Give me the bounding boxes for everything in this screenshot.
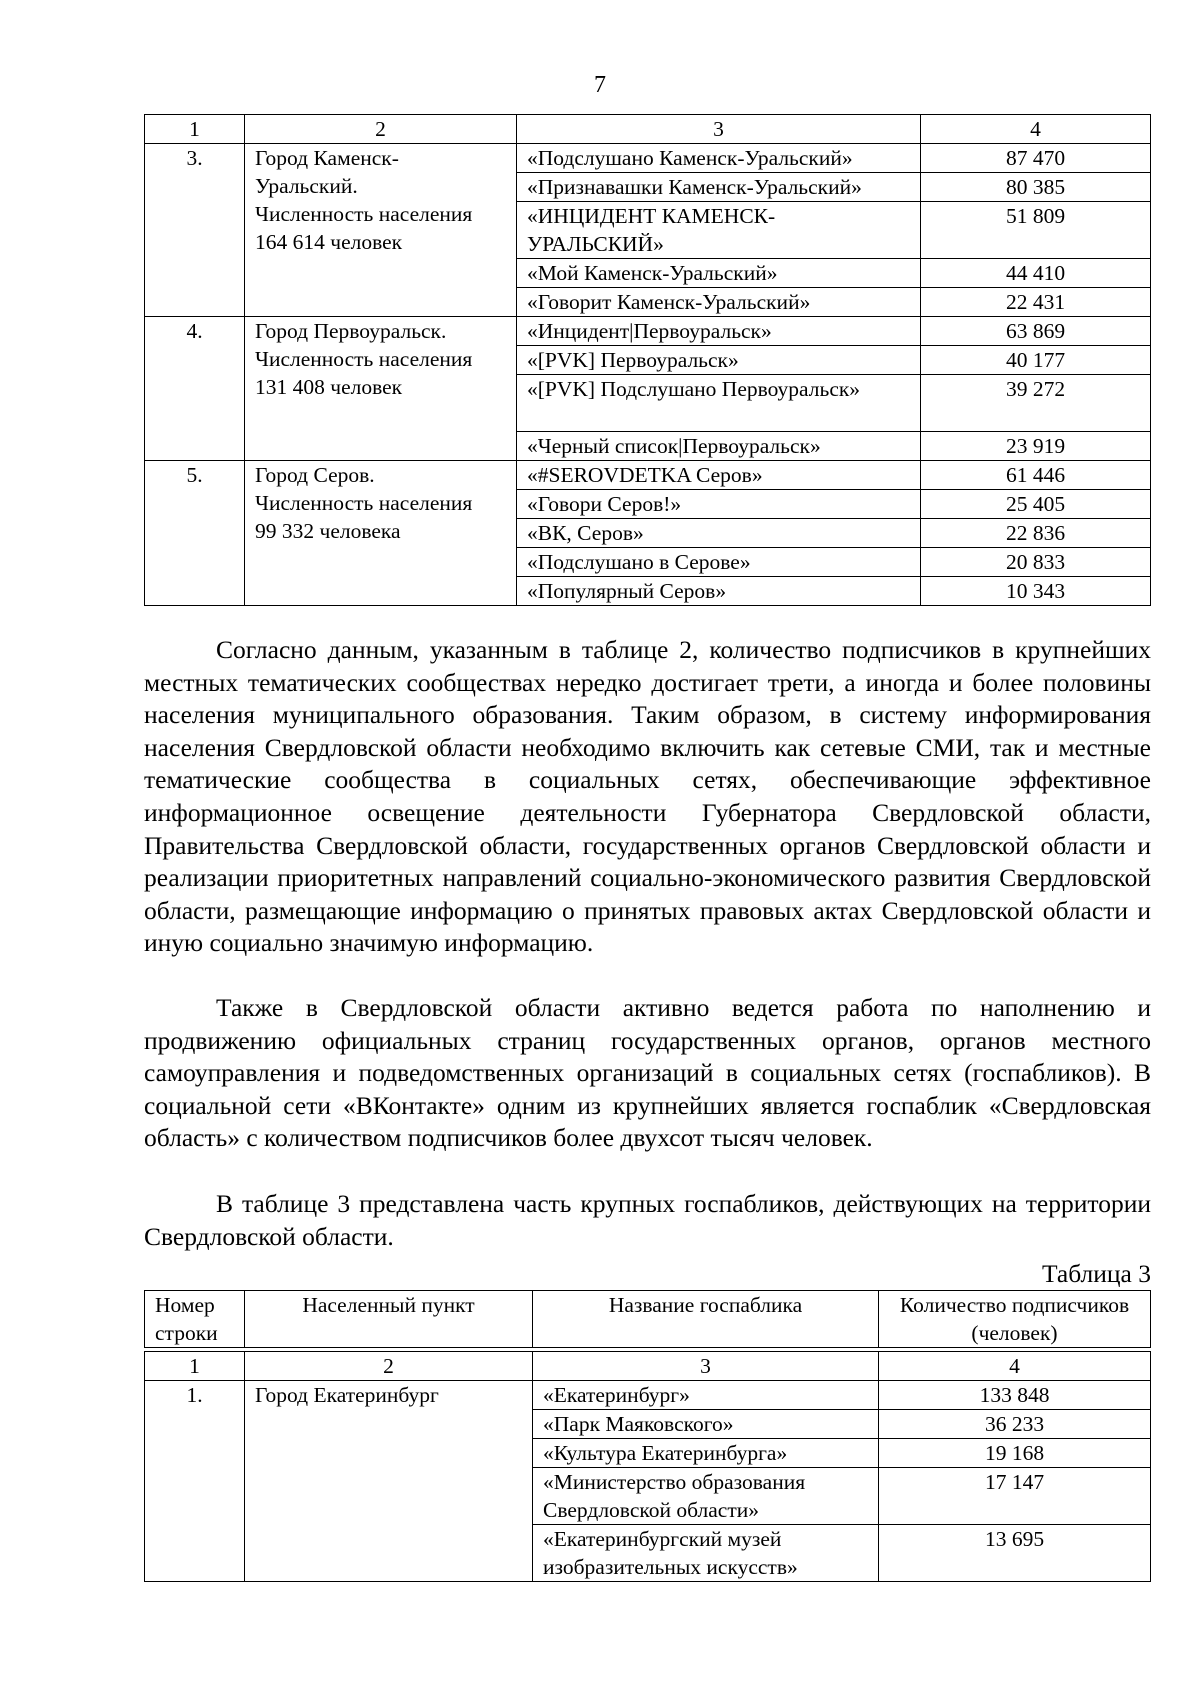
paragraph-text: Также в Свердловской области активно ведется работа по наполнению и продвижению официальных страниц государственных органов, органов местного самоуправления и подведомственных организаций в социальных сетях (госпабликов). В социальной сети «ВКонтакте» одним из крупнейших является госпаблик «Свердловская область» с количеством подписчиков более двухсот тысяч человек. (144, 993, 1151, 1153)
subscriber-count-cell: 63 869 (921, 317, 1151, 346)
subscriber-count-cell: 87 470 (921, 144, 1151, 173)
subscriber-count-cell: 22 431 (921, 288, 1151, 317)
table-row (145, 461, 1151, 490)
row-number-cell: 4. (145, 317, 245, 461)
table-row (145, 317, 1151, 346)
subscriber-count-cell: 133 848 (879, 1381, 1151, 1410)
body-paragraph (144, 1188, 1151, 1253)
subscriber-count-cell: 39 272 (921, 375, 1151, 432)
column-header: Номер строки (145, 1291, 245, 1348)
community-name-cell: «Мой Каменск-Уральский» (517, 259, 921, 288)
column-header: Название госпаблика (533, 1291, 879, 1348)
table-row (145, 1381, 1151, 1410)
gospublic-name-cell: «Министерство образования Свердловской области» (533, 1468, 879, 1525)
city-line: Численность населения (255, 202, 473, 226)
subscriber-count-cell: 23 919 (921, 432, 1151, 461)
community-name-cell: «Подслушано Каменск-Уральский» (517, 144, 921, 173)
subscriber-count-cell: 80 385 (921, 173, 1151, 202)
subscriber-count-cell: 20 833 (921, 548, 1151, 577)
community-name-cell: «ВК, Серов» (517, 519, 921, 548)
city-cell (245, 317, 517, 461)
city-line: Численность населения (255, 491, 473, 515)
gospublic-name-cell: «Екатеринбургский музей изобразительных искусств» (533, 1525, 879, 1582)
column-header: Населенный пункт (245, 1291, 533, 1348)
city-line: 164 614 человек (255, 230, 403, 254)
header-number-cell: 4 (879, 1352, 1151, 1381)
city-cell: Город Екатеринбург (245, 1381, 533, 1582)
subscriber-count-cell: 40 177 (921, 346, 1151, 375)
city-line: Численность населения (255, 347, 473, 371)
gospublic-name-cell: «Екатеринбург» (533, 1381, 879, 1410)
column-header: Количество подписчиков (человек) (879, 1291, 1151, 1348)
city-cell (245, 461, 517, 606)
subscriber-count-cell: 25 405 (921, 490, 1151, 519)
header-number-cell: 1 (145, 1352, 245, 1381)
table-3-header (144, 1290, 1151, 1348)
gospublic-name-cell: «Парк Маяковского» (533, 1410, 879, 1439)
community-name-cell: «[PVK] Подслушано Первоуральск» (517, 375, 921, 432)
community-name-cell: «Признавашки Каменск-Уральский» (517, 173, 921, 202)
subscriber-count-cell: 10 343 (921, 577, 1151, 606)
row-number-cell: 1. (145, 1381, 245, 1582)
row-number-cell: 3. (145, 144, 245, 317)
subscriber-count-cell: 51 809 (921, 202, 1151, 259)
header-number-cell: 2 (245, 1352, 533, 1381)
header-number-cell: 3 (533, 1352, 879, 1381)
table-2-continuation (144, 114, 1151, 606)
table-header-numbers-row (145, 1352, 1151, 1381)
header-number-cell: 1 (145, 115, 245, 144)
city-line: 131 408 человек (255, 375, 403, 399)
header-number-cell: 2 (245, 115, 517, 144)
city-line: 99 332 человека (255, 519, 401, 543)
city-cell (245, 144, 517, 317)
subscriber-count-cell: 19 168 (879, 1439, 1151, 1468)
community-name-cell: «Говори Серов!» (517, 490, 921, 519)
community-name-cell: «#SEROVDETKA Серов» (517, 461, 921, 490)
body-paragraph (144, 634, 1151, 960)
table-row (145, 144, 1151, 173)
row-number-cell: 5. (145, 461, 245, 606)
community-name-cell: «Подслушано в Серове» (517, 548, 921, 577)
city-line: Город Первоуральск. (255, 319, 447, 343)
table-header-numbers-row (145, 115, 1151, 144)
community-name-cell: «[PVK] Первоуральск» (517, 346, 921, 375)
community-name-cell: «ИНЦИДЕНТ КАМЕНСК-УРАЛЬСКИЙ» (517, 202, 921, 259)
table-caption: Таблица 3 (1041, 1259, 1151, 1288)
header-number-cell: 3 (517, 115, 921, 144)
subscriber-count-cell: 44 410 (921, 259, 1151, 288)
city-line: Город Каменск- (255, 146, 399, 170)
community-name-cell: «Говорит Каменск-Уральский» (517, 288, 921, 317)
subscriber-count-cell: 17 147 (879, 1468, 1151, 1525)
subscriber-count-cell: 61 446 (921, 461, 1151, 490)
header-number-cell: 4 (921, 115, 1151, 144)
paragraph-text: Согласно данным, указанным в таблице 2, количество подписчиков в крупнейших местных тематических сообществах нередко достигает трети, а иногда и более половины населения муниципального образования. Таким образом, в систему информирования населения Свердловской области необходимо включить как сетевые СМИ, так и местные тематические сообщества в социальных сетях, обеспечивающие эффективное информационное освещение деятельности Губернатора Свердловской области, Правительства Свердловской области, государственных органов Свердловской области и реализации приоритетных направлений социально-экономического развития Свердловской области, размещающие информацию о принятых правовых актах Свердловской области и иную социально значимую информацию. (144, 635, 1151, 958)
table-3-body (144, 1351, 1151, 1582)
paragraph-text: В таблице 3 представлена часть крупных госпабликов, действующих на территории Свердловской области. (144, 1189, 1151, 1251)
city-line: Уральский. (255, 174, 358, 198)
subscriber-count-cell: 13 695 (879, 1525, 1151, 1582)
table-header-row (145, 1291, 1151, 1348)
subscriber-count-cell: 36 233 (879, 1410, 1151, 1439)
page-number: 7 (594, 72, 606, 98)
gospublic-name-cell: «Культура Екатеринбурга» (533, 1439, 879, 1468)
community-name-cell: «Инцидент|Первоуральск» (517, 317, 921, 346)
subscriber-count-cell: 22 836 (921, 519, 1151, 548)
city-line: Город Серов. (255, 463, 375, 487)
community-name-cell: «Популярный Серов» (517, 577, 921, 606)
community-name-cell: «Черный список|Первоуральск» (517, 432, 921, 461)
body-paragraph (144, 992, 1151, 1155)
